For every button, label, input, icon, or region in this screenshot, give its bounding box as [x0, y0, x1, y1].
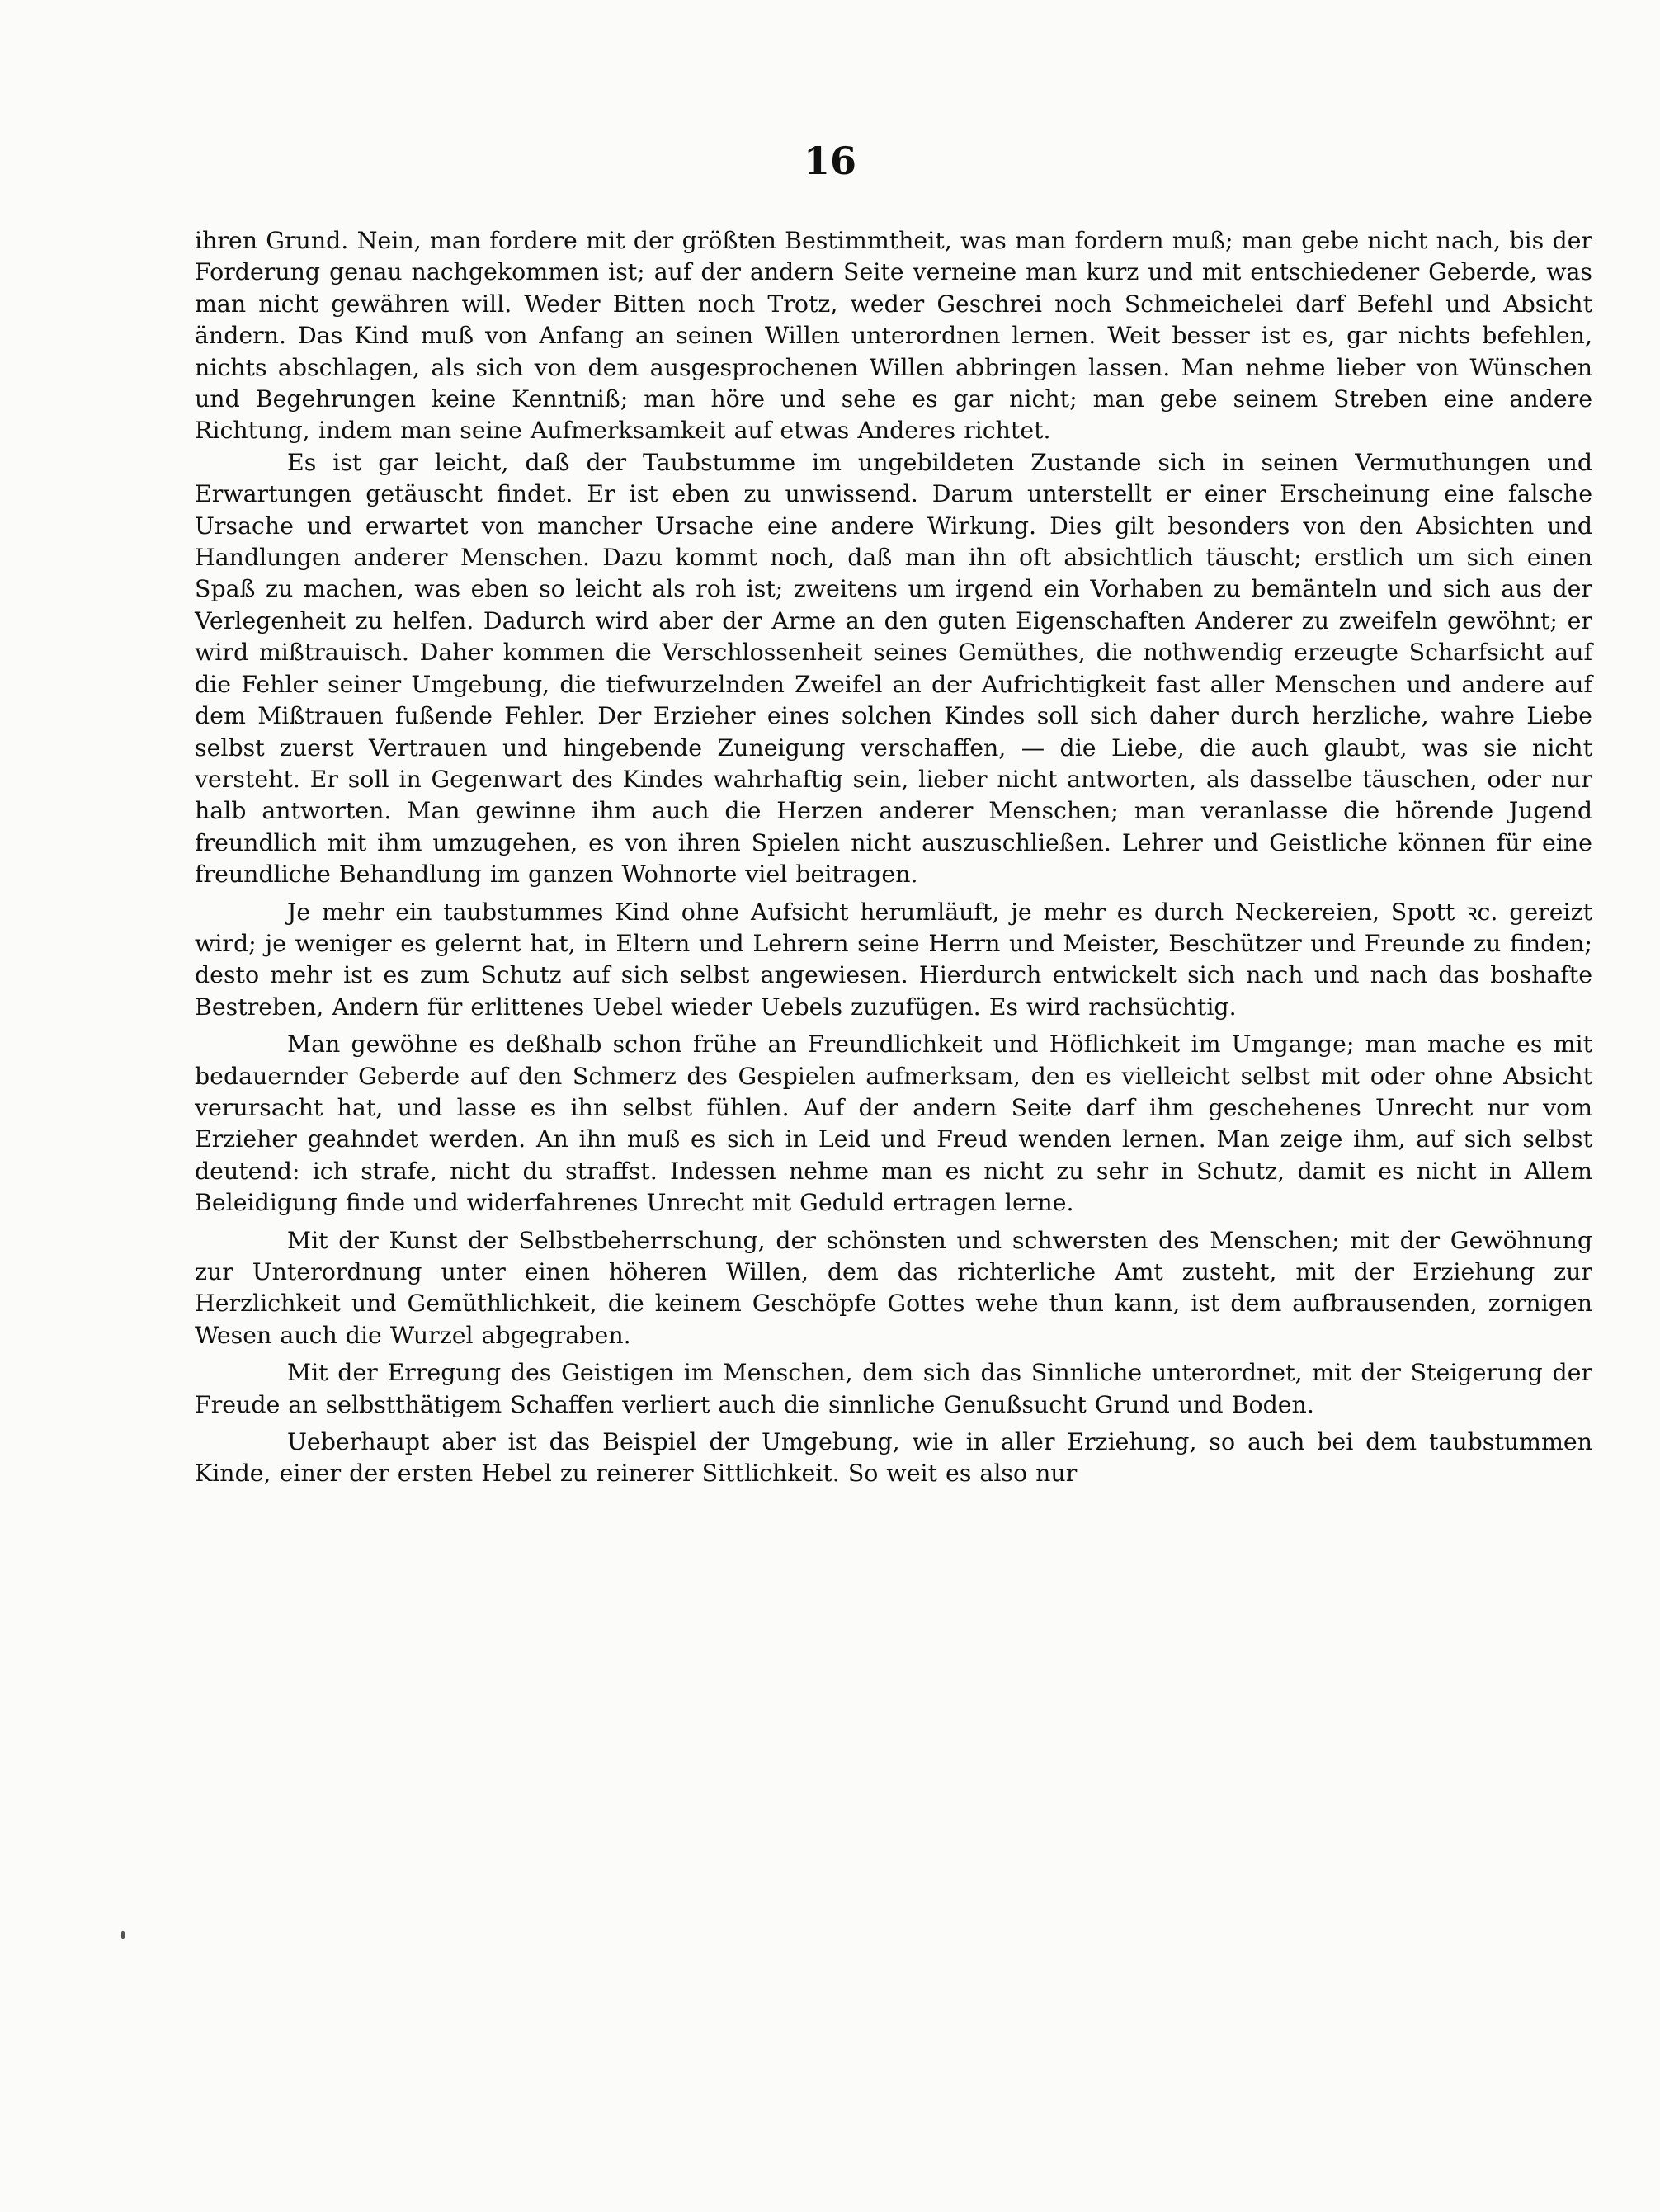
- page-number: 16: [803, 139, 856, 183]
- paragraph-3: Je mehr ein taubstummes Kind ohne Aufsicht herumläuft, je mehr es durch Neckereien, Spott ꝛc. gereizt wird; je weniger es gelernt hat, in Eltern und Lehrern seine Herrn und Meister, Beschützer und Freunde zu finden; desto mehr ist es zum Schutz auf sich selbst angewiesen. Hierdurch entwickelt sich nach und nach das boshafte Bestreben, Andern für erlittenes Uebel wieder Uebels zuzufügen. Es wird rachsüchtig.: [195, 898, 1592, 1021]
- body-text: [195, 225, 1592, 1490]
- paragraph-1: ihren Grund. Nein, man fordere mit der größten Bestimmtheit, was man fordern muß; man gebe nicht nach, bis der Forderung genau nachgekommen ist; auf der andern Seite verneine man kurz und mit entschiedener Geberde, was man nicht gewähren will. Weder Bitten noch Trotz, weder Geschrei noch Schmeichelei darf Befehl und Absicht ändern. Das Kind muß von Anfang an seinen Willen unterordnen lernen. Weit besser ist es, gar nichts befehlen, nichts abschlagen, als sich von dem ausgesprochenen Willen abbringen lassen. Man nehme lieber von Wünschen und Begehrungen keine Kenntniß; man höre und sehe es gar nicht; man gebe seinem Streben eine andere Richtung, indem man seine Aufmerksamkeit auf etwas Anderes richtet.: [195, 227, 1592, 445]
- paragraph-4: Man gewöhne es deßhalb schon frühe an Freundlichkeit und Höflichkeit im Umgange; man mache es mit bedauernder Geberde auf den Schmerz des Gespielen aufmerksam, den es vielleicht selbst mit oder ohne Absicht verursacht hat, und lasse es ihn selbst fühlen. Auf der andern Seite darf ihm geschehenes Unrecht nur vom Erzieher geahndet werden. An ihn muß es sich in Leid und Freud wenden lernen. Man zeige ihm, auf sich selbst deutend: ich strafe, nicht du straffst. Indessen nehme man es nicht zu sehr in Schutz, damit es nicht in Allem Beleidigung finde und widerfahrenes Unrecht mit Geduld ertragen lerne.: [195, 1031, 1592, 1217]
- paragraph-5: Mit der Kunst der Selbstbeherrschung, der schönsten und schwersten des Menschen; mit der Gewöhnung zur Unterordnung unter einen höheren Willen, dem das richterliche Amt zusteht, mit der Erziehung zur Herzlichkeit und Gemüthlichkeit, die keinem Geschöpfe Gottes wehe thun kann, ist dem aufbrausenden, zornigen Wesen auch die Wurzel abgegraben.: [195, 1226, 1592, 1349]
- paragraph-2: Es ist gar leicht, daß der Taubstumme im ungebildeten Zustande sich in seinen Vermuthungen und Erwartungen getäuscht findet. Er ist eben zu unwissend. Darum unterstellt er einer Erscheinung eine falsche Ursache und erwartet von mancher Ursache eine andere Wirkung. Dies gilt besonders von den Absichten und Handlungen anderer Menschen. Dazu kommt noch, daß man ihn oft absichtlich täuscht; erstlich um sich einen Spaß zu machen, was eben so leicht als roh ist; zweitens um irgend ein Vorhaben zu bemänteln und sich aus der Verlegenheit zu helfen. Dadurch wird aber der Arme an den guten Eigenschaften Anderer zu zweifeln gewöhnt; er wird mißtrauisch. Daher kommen die Verschlossenheit seines Gemüthes, die nothwendig erzeugte Scharfsicht auf die Fehler seiner Umgebung, die tiefwurzelnden Zweifel an der Aufrichtigkeit fast aller Menschen und andere auf dem Mißtrauen fußende Fehler. Der Erzieher eines solchen Kindes soll sich daher durch herzliche, wahre Liebe selbst zuerst Vertrauen und hingebende Zuneigung verschaffen, — die Liebe, die auch glaubt, was sie nicht versteht. Er soll in Gegenwart des Kindes wahrhaftig sein, lieber nicht antworten, als dasselbe täuschen, oder nur halb antworten. Man gewinne ihm auch die Herzen anderer Menschen; man veranlasse die hörende Jugend freundlich mit ihm umzugehen, es von ihren Spielen nicht auszuschließen. Lehrer und Geistliche können für eine freundliche Behandlung im ganzen Wohnorte viel beitragen.: [195, 448, 1592, 889]
- paragraph-7: Ueberhaupt aber ist das Beispiel der Umgebung, wie in aller Erziehung, so auch bei dem taubstummen Kinde, einer der ersten Hebel zu reinerer Sittlichkeit. So weit es also nur: [195, 1428, 1592, 1488]
- margin-speck: [121, 1931, 125, 1939]
- paragraph-6: Mit der Erregung des Geistigen im Menschen, dem sich das Sinnliche unterordnet, mit der Steigerung der Freude an selbstthätigem Schaffen verliert auch die sinnliche Genußsucht Grund und Boden.: [195, 1359, 1592, 1418]
